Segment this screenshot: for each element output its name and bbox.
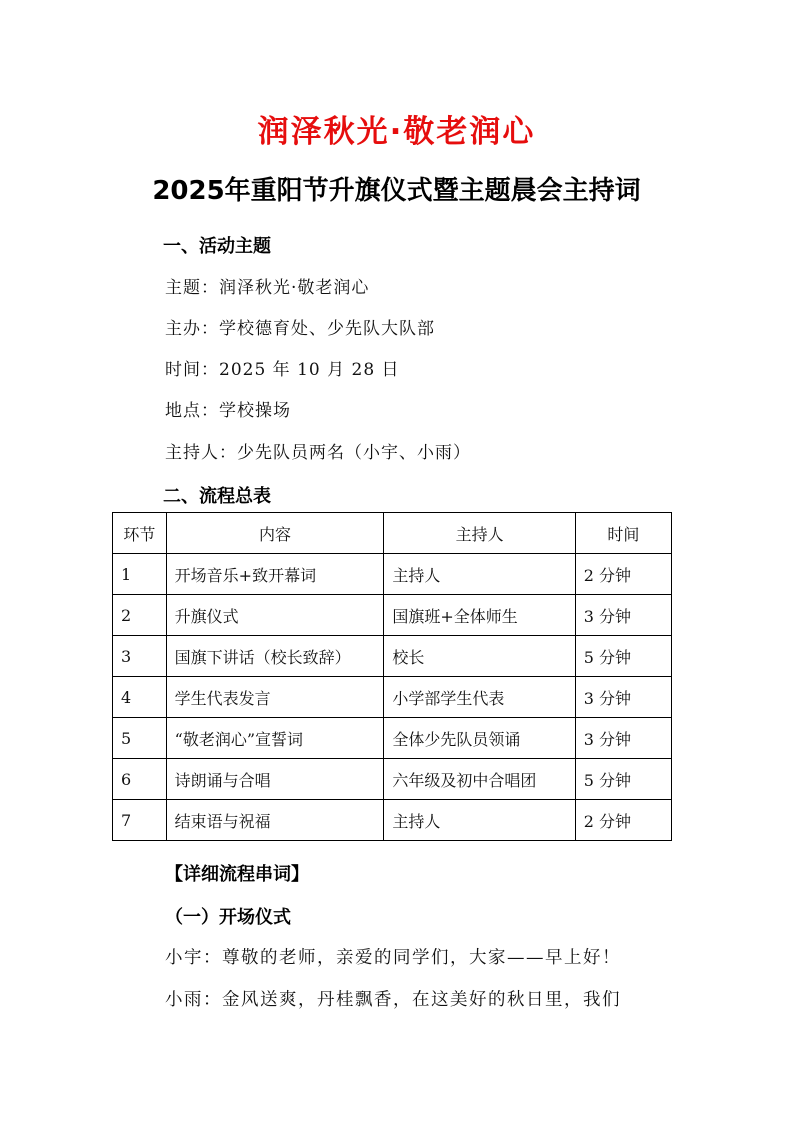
table-cell: 5 分钟 (575, 759, 671, 800)
info-line-place: 地点：学校操场 (165, 401, 291, 421)
table-cell: 7 (113, 800, 167, 841)
table-cell: 小学部学生代表 (384, 677, 575, 718)
column-header: 内容 (166, 513, 384, 554)
table-cell: 国旗下讲话（校长致辞） (166, 636, 384, 677)
table-cell: 开场音乐+致开幕词 (166, 554, 384, 595)
table-cell: 6 (113, 759, 167, 800)
table-cell: 2 (113, 595, 167, 636)
info-line-time: 时间：2025 年 10 月 28 日 (165, 360, 400, 380)
table-cell: 2 分钟 (575, 554, 671, 595)
section-heading-flow: 二、流程总表 (163, 486, 271, 507)
flow-table (112, 512, 672, 841)
table-row (113, 718, 672, 759)
info-line-presenters: 主持人：少先队员两名（小宇、小雨） (165, 443, 471, 463)
table-row (113, 636, 672, 677)
info-line-host-org: 主办：学校德育处、少先队大队部 (165, 319, 435, 339)
table-row (113, 800, 672, 841)
table-cell: 六年级及初中合唱团 (384, 759, 575, 800)
table-cell: 主持人 (384, 800, 575, 841)
page-title-main: 2025年重阳节升旗仪式暨主题晨会主持词 (152, 176, 641, 206)
table-cell: 结束语与祝福 (166, 800, 384, 841)
table-cell: 3 (113, 636, 167, 677)
table-cell: 2 分钟 (575, 800, 671, 841)
dialogue-line: 小雨：金风送爽，丹桂飘香，在这美好的秋日里，我们 (165, 990, 621, 1010)
table-row (113, 595, 672, 636)
table-cell: 3 分钟 (575, 718, 671, 759)
section-heading-theme: 一、活动主题 (163, 236, 271, 257)
table-cell: 升旗仪式 (166, 595, 384, 636)
detail-heading: 【详细流程串词】 (165, 864, 309, 885)
info-line-theme: 主题：润泽秋光·敬老润心 (165, 278, 370, 298)
table-cell: 国旗班+全体师生 (384, 595, 575, 636)
table-cell: 学生代表发言 (166, 677, 384, 718)
table-cell: 全体少先队员领诵 (384, 718, 575, 759)
table-cell: “敬老润心”宣誓词 (166, 718, 384, 759)
table-cell: 诗朗诵与合唱 (166, 759, 384, 800)
column-header: 主持人 (384, 513, 575, 554)
subsection-heading-opening: （一）开场仪式 (165, 907, 291, 928)
table-row (113, 677, 672, 718)
table-cell: 5 分钟 (575, 636, 671, 677)
page-title-red: 润泽秋光·敬老润心 (257, 114, 536, 150)
table-cell: 3 分钟 (575, 595, 671, 636)
column-header: 时间 (575, 513, 671, 554)
table-cell: 主持人 (384, 554, 575, 595)
table-row (113, 554, 672, 595)
column-header: 环节 (113, 513, 167, 554)
table-cell: 校长 (384, 636, 575, 677)
dialogue-line: 小宇：尊敬的老师，亲爱的同学们，大家——早上好！ (165, 948, 621, 968)
table-cell: 5 (113, 718, 167, 759)
table-cell: 3 分钟 (575, 677, 671, 718)
table-cell: 1 (113, 554, 167, 595)
table-header-row (113, 513, 672, 554)
table-row (113, 759, 672, 800)
table-cell: 4 (113, 677, 167, 718)
